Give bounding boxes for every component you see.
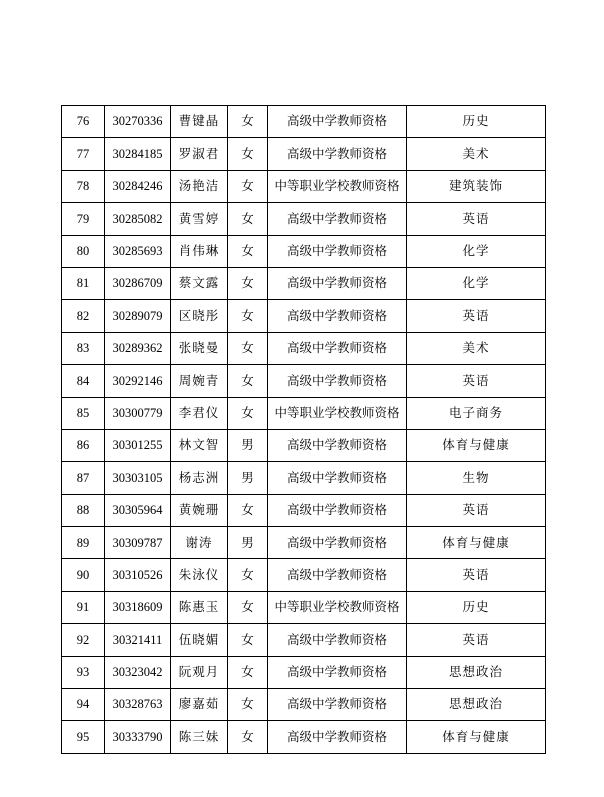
table-row xyxy=(62,462,546,494)
row-number-cell: 88 xyxy=(62,494,105,526)
subject-cell: 化学 xyxy=(407,235,546,267)
gender-cell: 女 xyxy=(228,721,268,753)
qualification-cell: 高级中学教师资格 xyxy=(268,106,407,138)
gender-cell: 女 xyxy=(228,332,268,364)
row-number-cell: 95 xyxy=(62,721,105,753)
gender-cell: 女 xyxy=(228,138,268,170)
name-cell: 汤艳洁 xyxy=(171,170,228,202)
qualification-cell: 中等职业学校教师资格 xyxy=(268,397,407,429)
name-cell: 区晓彤 xyxy=(171,300,228,332)
gender-cell: 女 xyxy=(228,300,268,332)
subject-cell: 思想政治 xyxy=(407,689,546,721)
row-number-cell: 90 xyxy=(62,559,105,591)
name-cell: 黄雪婷 xyxy=(171,203,228,235)
row-number-cell: 83 xyxy=(62,332,105,364)
table-row xyxy=(62,689,546,721)
qualification-cell: 高级中学教师资格 xyxy=(268,721,407,753)
name-cell: 林文智 xyxy=(171,429,228,461)
table-body xyxy=(62,106,546,754)
row-number-cell: 91 xyxy=(62,591,105,623)
name-cell: 阮观月 xyxy=(171,656,228,688)
row-number-cell: 86 xyxy=(62,429,105,461)
qualification-cell: 高级中学教师资格 xyxy=(268,235,407,267)
candidate-id-cell: 30318609 xyxy=(105,591,171,623)
table-row xyxy=(62,300,546,332)
name-cell: 张晓曼 xyxy=(171,332,228,364)
qualification-cell: 高级中学教师资格 xyxy=(268,559,407,591)
subject-cell: 英语 xyxy=(407,203,546,235)
subject-cell: 英语 xyxy=(407,365,546,397)
subject-cell: 历史 xyxy=(407,106,546,138)
qualification-cell: 高级中学教师资格 xyxy=(268,365,407,397)
row-number-cell: 87 xyxy=(62,462,105,494)
gender-cell: 女 xyxy=(228,170,268,202)
row-number-cell: 85 xyxy=(62,397,105,429)
qualification-cell: 高级中学教师资格 xyxy=(268,138,407,170)
table-row xyxy=(62,527,546,559)
subject-cell: 体育与健康 xyxy=(407,429,546,461)
row-number-cell: 78 xyxy=(62,170,105,202)
name-cell: 廖嘉茹 xyxy=(171,689,228,721)
qualification-cell: 高级中学教师资格 xyxy=(268,494,407,526)
row-number-cell: 76 xyxy=(62,106,105,138)
candidate-id-cell: 30286709 xyxy=(105,267,171,299)
gender-cell: 女 xyxy=(228,656,268,688)
candidate-id-cell: 30292146 xyxy=(105,365,171,397)
candidate-id-cell: 30301255 xyxy=(105,429,171,461)
candidate-id-cell: 30309787 xyxy=(105,527,171,559)
name-cell: 伍晓媚 xyxy=(171,624,228,656)
subject-cell: 化学 xyxy=(407,267,546,299)
row-number-cell: 81 xyxy=(62,267,105,299)
candidate-id-cell: 30305964 xyxy=(105,494,171,526)
gender-cell: 女 xyxy=(228,267,268,299)
name-cell: 陈惠玉 xyxy=(171,591,228,623)
subject-cell: 历史 xyxy=(407,591,546,623)
qualification-cell: 高级中学教师资格 xyxy=(268,656,407,688)
gender-cell: 女 xyxy=(228,365,268,397)
candidate-id-cell: 30333790 xyxy=(105,721,171,753)
qualification-cell: 高级中学教师资格 xyxy=(268,203,407,235)
candidate-id-cell: 30289079 xyxy=(105,300,171,332)
candidate-id-cell: 30300779 xyxy=(105,397,171,429)
table-row xyxy=(62,106,546,138)
qualification-cell: 中等职业学校教师资格 xyxy=(268,591,407,623)
row-number-cell: 80 xyxy=(62,235,105,267)
gender-cell: 女 xyxy=(228,397,268,429)
row-number-cell: 89 xyxy=(62,527,105,559)
name-cell: 罗淑君 xyxy=(171,138,228,170)
candidate-id-cell: 30270336 xyxy=(105,106,171,138)
qualification-cell: 高级中学教师资格 xyxy=(268,462,407,494)
subject-cell: 生物 xyxy=(407,462,546,494)
name-cell: 李君仪 xyxy=(171,397,228,429)
table-row xyxy=(62,203,546,235)
subject-cell: 体育与健康 xyxy=(407,721,546,753)
table-row xyxy=(62,235,546,267)
gender-cell: 女 xyxy=(228,106,268,138)
subject-cell: 英语 xyxy=(407,559,546,591)
table-row xyxy=(62,591,546,623)
table-row xyxy=(62,624,546,656)
gender-cell: 男 xyxy=(228,429,268,461)
name-cell: 肖伟琳 xyxy=(171,235,228,267)
qualification-cell: 高级中学教师资格 xyxy=(268,624,407,656)
candidate-id-cell: 30284246 xyxy=(105,170,171,202)
gender-cell: 女 xyxy=(228,591,268,623)
table-row xyxy=(62,332,546,364)
candidate-id-cell: 30285082 xyxy=(105,203,171,235)
row-number-cell: 77 xyxy=(62,138,105,170)
table-row xyxy=(62,559,546,591)
name-cell: 黄婉珊 xyxy=(171,494,228,526)
candidate-id-cell: 30284185 xyxy=(105,138,171,170)
gender-cell: 女 xyxy=(228,494,268,526)
qualification-cell: 高级中学教师资格 xyxy=(268,267,407,299)
table-row xyxy=(62,267,546,299)
gender-cell: 女 xyxy=(228,624,268,656)
name-cell: 杨志洲 xyxy=(171,462,228,494)
row-number-cell: 92 xyxy=(62,624,105,656)
candidate-id-cell: 30321411 xyxy=(105,624,171,656)
row-number-cell: 93 xyxy=(62,656,105,688)
name-cell: 朱泳仪 xyxy=(171,559,228,591)
subject-cell: 电子商务 xyxy=(407,397,546,429)
name-cell: 陈三妹 xyxy=(171,721,228,753)
row-number-cell: 79 xyxy=(62,203,105,235)
qualification-cell: 中等职业学校教师资格 xyxy=(268,170,407,202)
gender-cell: 男 xyxy=(228,527,268,559)
teacher-qualification-table xyxy=(61,105,546,754)
subject-cell: 体育与健康 xyxy=(407,527,546,559)
name-cell: 周婉青 xyxy=(171,365,228,397)
qualification-cell: 高级中学教师资格 xyxy=(268,429,407,461)
table-row xyxy=(62,721,546,753)
qualification-cell: 高级中学教师资格 xyxy=(268,300,407,332)
subject-cell: 建筑装饰 xyxy=(407,170,546,202)
table-row xyxy=(62,365,546,397)
gender-cell: 女 xyxy=(228,235,268,267)
candidate-id-cell: 30289362 xyxy=(105,332,171,364)
name-cell: 曹键晶 xyxy=(171,106,228,138)
subject-cell: 美术 xyxy=(407,138,546,170)
gender-cell: 男 xyxy=(228,462,268,494)
qualification-cell: 高级中学教师资格 xyxy=(268,527,407,559)
qualification-cell: 高级中学教师资格 xyxy=(268,332,407,364)
table-row xyxy=(62,397,546,429)
name-cell: 谢涛 xyxy=(171,527,228,559)
gender-cell: 女 xyxy=(228,559,268,591)
candidate-id-cell: 30285693 xyxy=(105,235,171,267)
candidate-id-cell: 30303105 xyxy=(105,462,171,494)
candidate-id-cell: 30310526 xyxy=(105,559,171,591)
subject-cell: 英语 xyxy=(407,494,546,526)
subject-cell: 思想政治 xyxy=(407,656,546,688)
row-number-cell: 94 xyxy=(62,689,105,721)
gender-cell: 女 xyxy=(228,689,268,721)
table-row xyxy=(62,429,546,461)
table-row xyxy=(62,656,546,688)
gender-cell: 女 xyxy=(228,203,268,235)
table-row xyxy=(62,494,546,526)
subject-cell: 英语 xyxy=(407,624,546,656)
row-number-cell: 82 xyxy=(62,300,105,332)
table-row xyxy=(62,138,546,170)
candidate-id-cell: 30323042 xyxy=(105,656,171,688)
row-number-cell: 84 xyxy=(62,365,105,397)
name-cell: 蔡文露 xyxy=(171,267,228,299)
subject-cell: 美术 xyxy=(407,332,546,364)
table-row xyxy=(62,170,546,202)
qualification-cell: 高级中学教师资格 xyxy=(268,689,407,721)
subject-cell: 英语 xyxy=(407,300,546,332)
candidate-id-cell: 30328763 xyxy=(105,689,171,721)
